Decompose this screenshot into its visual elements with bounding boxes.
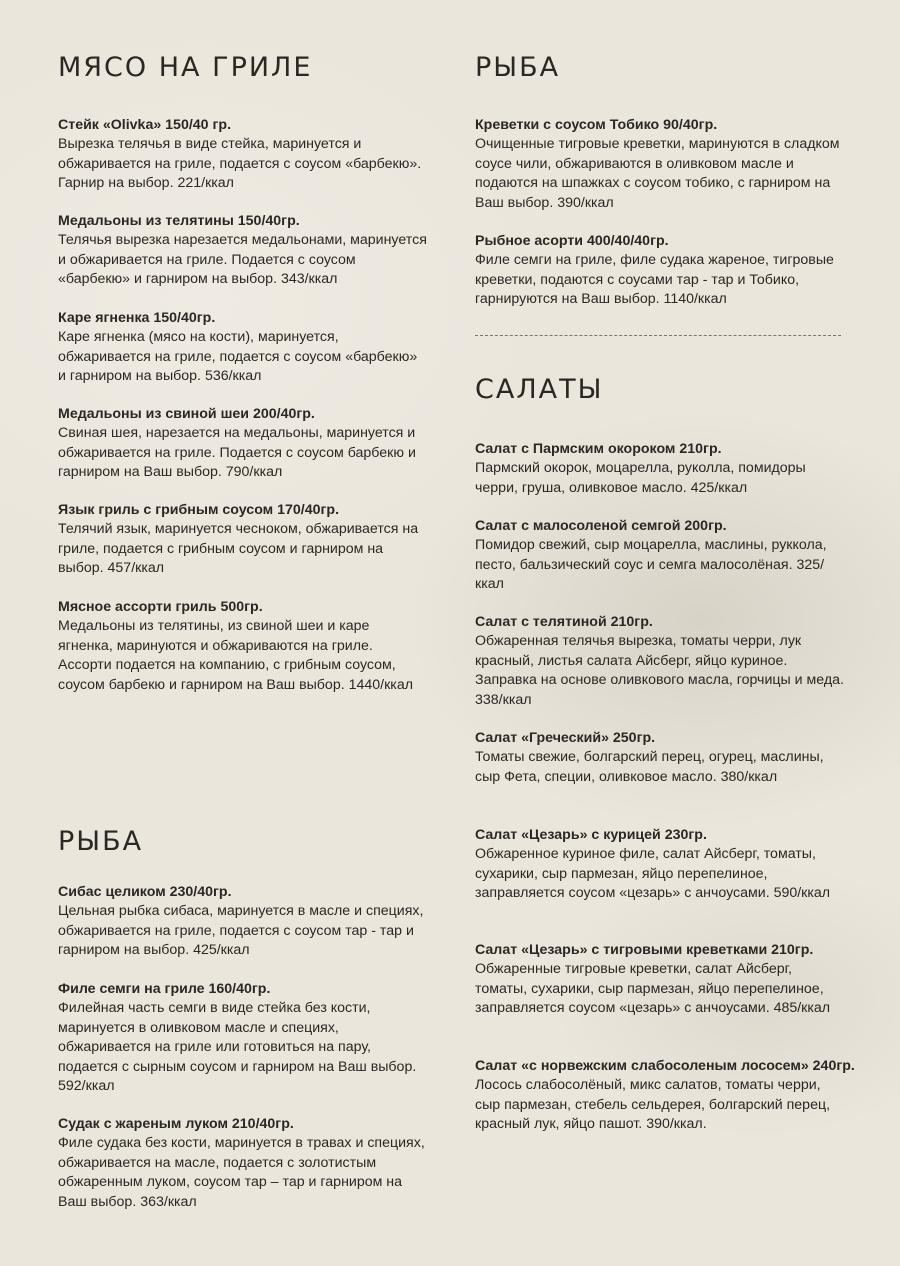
item-title: Рыбное асорти 400/40/40гр. (475, 233, 669, 249)
menu-item (58, 980, 428, 1096)
menu-item (58, 212, 428, 290)
item-title: Салат с Пармским окороком 210гр. (475, 441, 722, 457)
item-title: Судак с жареным луком 210/40гр. (58, 1116, 294, 1132)
item-title: Мясное ассорти гриль 500гр. (58, 599, 263, 615)
item-description: Томаты свежие, болгарский перец, огурец, маслины, сыр Фета, специи, оливковое масло. 380/ккал (475, 749, 824, 785)
item-description: Обжаренное куриное филе, салат Айсберг, томаты, сухарики, сыр пармезан, яйцо перепелиное, заправляется соусом «цезарь» с анчоусами. 590/ккал (475, 846, 831, 902)
menu-item (475, 729, 845, 787)
item-title: Салат «с норвежским слабосоленым лососем» 240гр. (475, 1058, 855, 1074)
section-heading-grill: МЯСО НА ГРИЛЕ (58, 52, 313, 83)
item-description: Пармский окорок, моцарелла, руколла, помидоры черри, груша, оливковое масло. 425/ккал (475, 460, 806, 496)
menu-item (58, 598, 428, 695)
menu-item (475, 232, 845, 310)
item-title: Стейк «Olivka» 150/40 гр. (58, 117, 232, 133)
item-title: Салат «Цезарь» с курицей 230гр. (475, 827, 707, 843)
section-heading-fish: РЫБА (475, 52, 561, 83)
menu-item (475, 826, 845, 904)
menu-item (475, 613, 845, 710)
item-title: Филе семги на гриле 160/40гр. (58, 981, 271, 997)
item-title: Креветки с соусом Тобико 90/40гр. (475, 117, 718, 133)
item-description: Обжаренные тигровые креветки, салат Айсберг, томаты, сухарики, сыр пармезан, яйцо перепелиное, заправляется соусом «цезарь» с анчоусами. 485/ккал (475, 961, 831, 1017)
item-description: Телячий язык, маринуется чесноком, обжаривается на гриле, подается с грибным соусом и гарниром на выбор. 457/ккал (58, 521, 419, 577)
item-title: Салат «Цезарь» с тигровыми креветками 210гр. (475, 942, 814, 958)
section-divider (475, 335, 841, 336)
item-title: Сибас целиком 230/40гр. (58, 884, 232, 900)
section-heading-fish: РЫБА (58, 826, 144, 857)
menu-item (58, 501, 428, 579)
menu-item (58, 309, 428, 387)
item-title: Салат «Греческий» 250гр. (475, 730, 656, 746)
menu-item (58, 1115, 428, 1212)
item-description: Телячья вырезка нарезается медальонами, маринуется и обжаривается на гриле. Подается с соусом «барбекю» и гарниром на выбор. 343/ккал (58, 232, 427, 288)
item-description: Филейная часть семги в виде стейка без кости, маринуется в оливковом масле и специях, обжаривается на гриле или готовиться на пару, подается с сырным соусом и гарниром на Ваш выбор. 592/ккал (58, 1000, 417, 1095)
item-title: Медальоны из телятины 150/40гр. (58, 213, 300, 229)
item-description: Вырезка телячья в виде стейка, маринуется и обжаривается на гриле, подается с соусом «барбекю». Гарнир на выбор. 221/ккал (58, 136, 422, 192)
item-title: Салат с телятиной 210гр. (475, 614, 653, 630)
item-title: Медальоны из свиной шеи 200/40гр. (58, 406, 315, 422)
menu-item (58, 883, 428, 961)
item-description: Помидор свежий, сыр моцарелла, маслины, руккола, песто, бальзический соус и семга малосолёная. 325/ккал (475, 537, 827, 593)
item-title: Каре ягненка 150/40гр. (58, 310, 216, 326)
item-description: Медальоны из телятины, из свиной шеи и каре ягненка, маринуются и обжариваются на гриле. Ассорти подается на компанию, с грибным соусом, соусом барбекю и гарниром на Ваш выбор. 1440/ккал (58, 618, 413, 693)
menu-item (475, 941, 845, 1019)
item-description: Очищенные тигровые креветки, маринуются в сладком соусе чили, обжариваются в оливковом масле и подаются на шпажках с соусом тобико, с гарниром на Ваш выбор. 390/ккал (475, 136, 840, 211)
menu-item (58, 405, 428, 483)
item-description: Филе судака без кости, маринуется в травах и специях, обжаривается на масле, подается с золотистым обжаренным луком, соусом тар – тар и гарниром на Ваш выбор. 363/ккал (58, 1135, 425, 1210)
section-heading-salads: САЛАТЫ (475, 374, 604, 405)
item-title: Язык гриль с грибным соусом 170/40гр. (58, 502, 340, 518)
item-description: Обжаренная телячья вырезка, томаты черри, лук красный, листья салата Айсберг, яйцо куриное. Заправка на основе оливкового масла, горчицы и меда. 338/ккал (475, 633, 844, 708)
menu-item (475, 440, 845, 498)
item-description: Лосось слабосолёный, микс салатов, томаты черри, сыр пармезан, стебель сельдерея, болгарский перец, красный лук, яйцо пашот. 390/ккал. (475, 1077, 831, 1133)
item-description: Филе семги на гриле, филе судака жареное, тигровые креветки, подаются с соусами тар - тар и Тобико, гарнируются на Ваш выбор. 1140/ккал (475, 252, 834, 308)
menu-item (475, 517, 845, 595)
menu-item (475, 116, 845, 213)
menu-item (58, 116, 428, 194)
item-description: Свиная шея, нарезается на медальоны, маринуется и обжаривается на гриле. Подается с соусом барбекю и гарниром на Ваш выбор. 790/ккал (58, 425, 416, 481)
item-description: Каре ягненка (мясо на кости), маринуется, обжаривается на гриле, подается с соусом «барбекю» и гарниром на выбор. 536/ккал (58, 329, 418, 385)
item-title: Салат с малосоленой семгой 200гр. (475, 518, 727, 534)
item-description: Цельная рыбка сибаса, маринуется в масле и специях, обжаривается на гриле, подается с соусом тар - тар и гарниром на выбор. 425/ккал (58, 903, 424, 959)
menu-item (475, 1057, 855, 1135)
